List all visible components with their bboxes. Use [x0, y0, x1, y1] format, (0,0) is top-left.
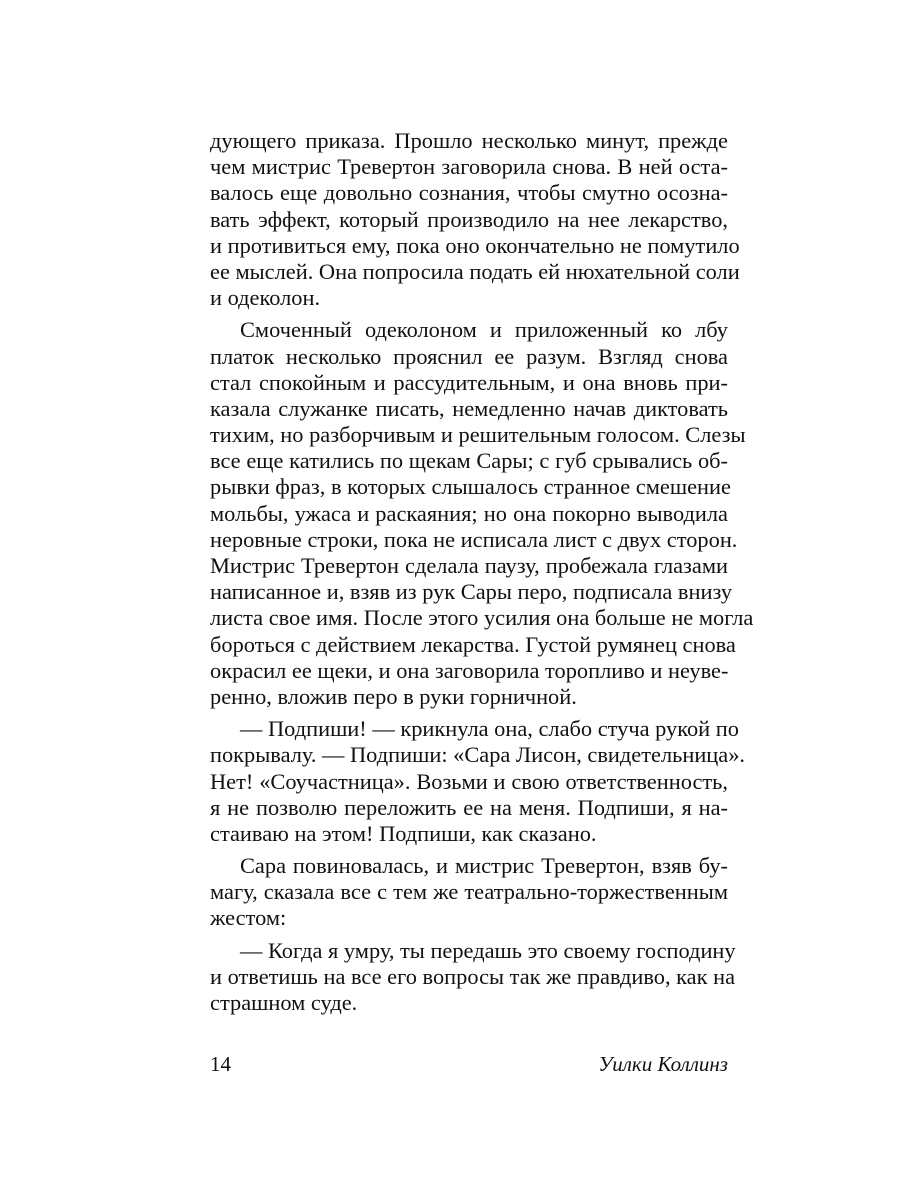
text-line: казала служанке писать, немедленно начав диктовать: [210, 395, 728, 421]
text-line: все еще катились по щекам Сары; с губ срывались об-: [210, 448, 728, 474]
text-line: дующего приказа. Прошло несколько минут, прежде: [210, 128, 728, 153]
text-line: Смоченный одеколоном и приложенный ко лбу: [240, 317, 728, 343]
text-line: рывки фраз, в которых слышалось странное смешение: [210, 474, 731, 500]
paragraph: [210, 317, 754, 710]
text-line: тихим, но разборчивым и решительным голосом. Слезы: [210, 422, 746, 448]
text-line: бороться с действием лекарства. Густой румянец снова: [210, 631, 736, 657]
page-footer: [210, 1052, 728, 1082]
text-line: ренно, вложив перо в руки горничной.: [210, 683, 577, 709]
text-line: и одеколон.: [210, 285, 321, 311]
body-text: [210, 128, 754, 1016]
text-line: вать эффект, который производило на нее лекарство,: [210, 206, 728, 232]
text-line: платок несколько прояснил ее разум. Взгляд снова: [210, 343, 728, 369]
text-line: — Когда я умру, ты передашь это своему господину: [240, 937, 736, 963]
text-line: чем мистрис Тревертон заговорила снова. В ней оста-: [210, 154, 728, 180]
text-line: листа свое имя. После этого усилия она больше не могла: [210, 605, 754, 631]
text-line: я не позволю переложить ее на меня. Подпиши, я на-: [210, 794, 728, 820]
text-line: — Подпиши! — крикнула она, слабо стуча рукой по: [240, 716, 739, 742]
text-line: страшном суде.: [210, 990, 358, 1015]
paragraph: [210, 937, 736, 1017]
paragraph: [210, 128, 740, 311]
text-line: стал спокойным и рассудительным, и она вновь при-: [210, 369, 728, 395]
page-number: 14: [210, 1052, 231, 1076]
text-line: покрывалу. — Подпиши: «Сара Лисон, свидетельница».: [210, 742, 746, 768]
text-line: Сара повиновалась, и мистрис Тревертон, взяв бу-: [240, 853, 728, 879]
text-line: и противиться ему, пока оно окончательно не помутило: [210, 232, 740, 258]
text-line: жестом:: [210, 905, 287, 931]
text-line: написанное и, взяв из рук Сары перо, подписала внизу: [210, 579, 733, 605]
text-line: ее мыслей. Она попросила подать ей нюхательной соли: [210, 258, 740, 284]
text-line: мольбы, ужаса и раскаяния; но она покорно выводила: [210, 500, 728, 526]
paragraph: [210, 853, 728, 932]
text-line: валось еще довольно сознания, чтобы смутно осозна-: [210, 180, 728, 206]
text-line: стаиваю на этом! Подпиши, как сказано.: [210, 820, 597, 846]
running-head-author: Уилки Коллинз: [598, 1052, 728, 1076]
text-line: неровные строки, пока не исписала лист с двух сторон.: [210, 526, 738, 552]
text-line: окрасил ее щеки, и она заговорила торопливо и неуве-: [210, 657, 729, 683]
text-line: и ответишь на все его вопросы так же правдиво, как на: [210, 963, 736, 989]
text-line: магу, сказала все с тем же театрально-торжественным: [210, 879, 728, 905]
paragraph: [210, 716, 746, 847]
text-line: Мистрис Тревертон сделала паузу, пробежала глазами: [210, 553, 728, 578]
text-line: Нет! «Соучастница». Возьми и свою ответственность,: [210, 768, 728, 794]
